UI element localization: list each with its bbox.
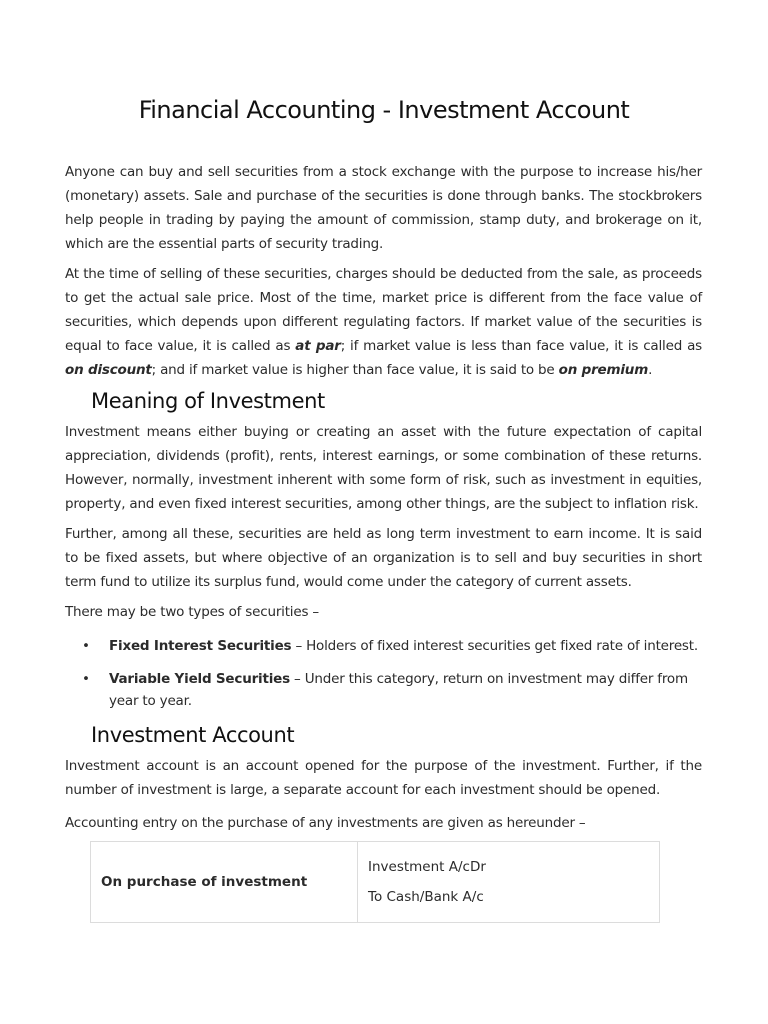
page-title: Financial Accounting - Investment Account [138,96,630,124]
term-on-discount: on discount [65,362,152,378]
list-item-term: Fixed Interest Securities [109,638,292,654]
entry-debit: Investment A/cDr [368,859,486,875]
bullet: • [82,638,90,654]
list-item-term: Variable Yield Securities [109,671,290,687]
meaning-paragraph-2: Further, among all these, securities are held as long term investment to earn income. It is said to be fixed assets, but where objective of an organization is to sell and buy securities in short term fund to utilize its surplus fund, would come under the category of current assets. [65,526,702,590]
entry-cell [358,842,660,923]
list-item [82,668,702,712]
list-item-description: – Under this category, return on investment may differ from year to year. [109,671,688,709]
list-item [82,635,702,657]
term-on-premium: on premium [558,362,649,378]
journal-entry-table [90,841,660,923]
meaning-paragraph-1: Investment means either buying or creating an asset with the future expectation of capital appreciation, dividends (profit), rents, interest earnings, or some combination of these returns. However, normally, investment inherent with some form of risk, such as investment in equities, property, and even fixed interest securities, among other things, are the subject to inflation risk. [65,424,702,512]
entry-credit: To Cash/Bank A/c [368,889,484,905]
account-paragraph-1: Investment account is an account opened for the purpose of the investment. Further, if the number of investment is large, a separate account for each investment should be opened. [65,758,702,798]
securities-type-list [82,635,702,712]
entry-label: On purchase of investment [91,842,358,923]
heading-investment-account: Investment Account [91,723,295,747]
intro-paragraph-1: Anyone can buy and sell securities from a stock exchange with the purpose to increase his/her (monetary) assets. Sale and purchase of the securities is done through banks. The stockbrokers help people in trading by paying the amount of commission, stamp duty, and brokerage on it, which are the essential parts of security trading. [65,164,702,252]
term-at-par: at par [295,338,341,354]
meaning-paragraph-3: There may be two types of securities – [65,604,319,620]
list-item-description: – Holders of fixed interest securities get fixed rate of interest. [291,638,698,654]
bullet: • [82,671,90,687]
intro-paragraph-2: At the time of selling of these securities, charges should be deducted from the sale, as proceeds to get the actual sale price. Most of the time, market price is different from the face value of securities, which depends upon different regulating factors. If market value of the securities is equal to face value, it is called as at par; if market value is less than face value, it is called as on discount; and if market value is higher than face value, it is said to be on premium. [65,266,702,378]
table-row [91,842,660,923]
account-paragraph-2: Accounting entry on the purchase of any investments are given as hereunder – [65,815,586,831]
heading-meaning-of-investment: Meaning of Investment [91,389,325,413]
